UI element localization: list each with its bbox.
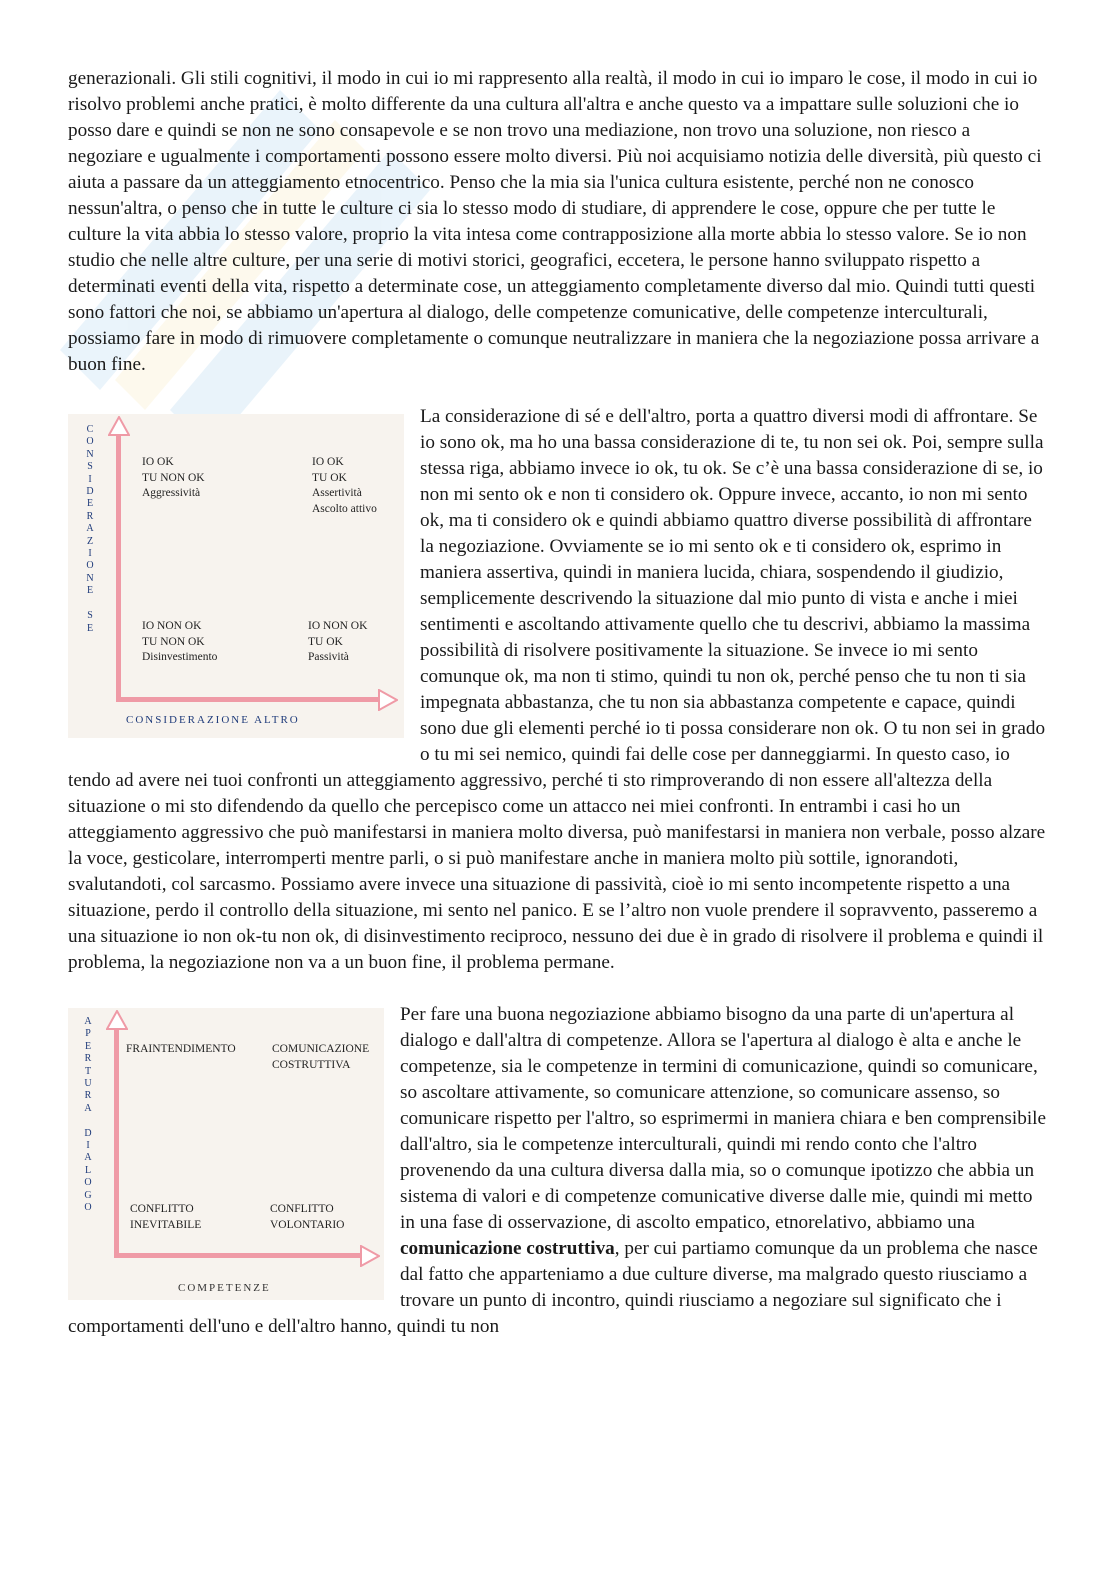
quadrant-comunicazione-costruttiva: COMUNICAZIONE COSTRUTTIVA bbox=[272, 1043, 370, 1071]
paragraph-competenze-text: Per fare una buona negoziazione abbiamo bisogno da una parte di un'apertura al dialogo e dall'altra di competenze. Allora se l'apertura al dialogo è alta e anche le competenze, sia le competenze in termini di comunicazione, quindi so comunicare, so ascoltare attivamente, so comunicare attenzione, so comunicare assenso, so comunicare rispetto per l'altro, so esprimermi in maniera chiara e ben comprensibile dall'altro, sia le competenze interculturali, quindi mi rendo conto che l'altro provenendo da una cultura diversa dalla mia, so o comunque ipotizzo che abbia un sistema di valori e di competenze comunicative diverse dalle mie, quindi mi metto in una fase di osservazione, di ascolto empatico, etnorelativo, abbiamo una bbox=[400, 1004, 1046, 1233]
y-axis-arrow bbox=[108, 416, 130, 436]
quadrant-conflitto-inevitabile: CONFLITTO INEVITABILE bbox=[130, 1203, 202, 1231]
quadrant-io-ok-tu-non-ok: IO OK TU NON OK Aggressività bbox=[142, 456, 205, 499]
y-axis-letter: D bbox=[84, 1127, 92, 1139]
y-axis-letter: N bbox=[86, 572, 94, 584]
y-axis-letter: G bbox=[84, 1189, 92, 1201]
y-axis-letter: E bbox=[86, 622, 94, 634]
quadrant-io-ok-tu-ok: IO OK TU OK Assertività Ascolto attivo bbox=[312, 456, 377, 515]
y-axis-letter: S bbox=[87, 610, 93, 622]
y-axis bbox=[114, 1026, 119, 1258]
paragraph-considerazione: La considerazione di sé e dell'altro, porta a quattro diversi modi di affrontare. Se io sono ok, ma ho una bassa considerazione di te, tu non sei ok. Poi, sempre sulla stessa riga, abbiamo invece io ok, tu ok. Se c’è una bassa considerazione di se, io non mi sento ok e non ti considero ok. Oppure invece, accanto, io non mi sento ok, ma ti considero ok e quindi abbiamo quattro diverse possibilità di affrontare la negoziazione. Ovviamente se io mi sento ok e ti considero ok, esprimo in maniera assertiva, quindi in maniera lucida, chiara, sospendendo il giudizio, semplicemente descrivendo la situazione dal mio punto di vista e anche i miei sentimenti e ascoltando attivamente quello che tu descrivi, abbiamo la massima possibilità di risolvere positivamente la situazione. Se invece io mi sento comunque ok, ma non ti stimo, quindi tu non ok, perché penso che tu non ti sia impegnata abbastanza, che tu non sia abbastanza competente e capace, quindi sono due gli elementi perché io ti possa considerare non ok. O tu non sei in grado o tu mi sei nemico, quindi fai delle cose per danneggiarmi. In questo caso, io tendo ad avere nei tuoi confronti un atteggiamento aggressivo, perché ti sto rimproverando di non essere all'altezza della situazione o mi sto difendendo da quello che percepisco come un attacco nei miei confronti. In entrambi i casi ho un atteggiamento aggressivo che può manifestarsi in maniera molto diversa, può manifestarsi in maniera non verbale, posso alzare la voce, gesticolare, interromperti mentre parli, o si può manifestare anche in maniera molto più sottile, ignorandoti, svalutandoti, col sarcasmo. Possiamo avere invece una situazione di passività, cioè io mi sento incompetente rispetto a una situazione, perdo il controllo della situazione, mi sento nel panico. E se l’altro non vuole prendere il sopravvento, passeremo a una situazione io non ok-tu non ok, di disinvestimento reciproco, nessuno dei due è in grado di risolvere il problema e quindi il problema, la negoziazione non va a un buon fine, il problema permane. bbox=[68, 406, 1046, 973]
y-axis-letter: S bbox=[87, 461, 93, 473]
x-axis bbox=[116, 697, 380, 702]
y-axis-letter: E bbox=[86, 498, 94, 510]
y-axis-letter: A bbox=[84, 1152, 92, 1164]
y-axis-letter: L bbox=[84, 1164, 92, 1176]
paragraph-intro: generazionali. Gli stili cognitivi, il modo in cui io mi rappresento alla realtà, il modo in cui io imparo le cose, il modo in cui io risolvo problemi anche pratici, è molto differente da una cultura all'altra e anche questo va a impattare sulle soluzioni che io posso dare e quindi se non ne sono consapevole e se non trovo una mediazione, non trovo una soluzione, non riesco a negoziare e ugualmente i comportamenti possono essere molto diversi. Più noi acquisiamo notizia delle diversità, più questo ci aiuta a passare da un atteggiamento etnocentrico. Penso che la mia sia l'unica cultura esistente, perché non ne conosco nessun'altra, o penso che in tutte le culture ci sia lo stesso modo di studiare, di apprendere le cose, oppure che per tutte le culture la vita abbia lo stesso valore, proprio la vita intesa come contrapposizione alla morte abbia lo stesso valore. Se io non studio che nelle altre culture, per una serie di motivi storici, geografici, eccetera, le persone hanno sviluppato rispetto a determinati eventi della vita, rispetto a determinate cose, un atteggiamento completamente diverso dal mio. Quindi tutti questi sono fattori che noi, se abbiamo un'apertura al dialogo, delle competenze comunicative, delle competenze interculturali, possiamo fare in modo di rimuovere completamente o comunque neutralizzare in maniera che la negoziazione possa arrivare a buon fine. bbox=[68, 68, 1042, 375]
quadrant-fraintendimento: FRAINTENDIMENTO bbox=[126, 1043, 236, 1055]
term-comunicazione-costruttiva: comunicazione costruttiva bbox=[400, 1238, 615, 1259]
y-axis-letter: O bbox=[86, 436, 94, 448]
x-axis-label: CONSIDERAZIONE ALTRO bbox=[126, 714, 300, 726]
x-axis-label: COMPETENZE bbox=[178, 1282, 271, 1294]
y-axis-letter: R bbox=[86, 510, 94, 522]
y-axis-letter: O bbox=[86, 560, 94, 572]
y-axis-letter: P bbox=[85, 1028, 91, 1040]
x-axis-arrow bbox=[378, 689, 398, 711]
y-axis-letter: A bbox=[86, 523, 94, 535]
quadrant-conflitto-volontario: CONFLITTO VOLONTARIO bbox=[270, 1203, 345, 1231]
y-axis-letter: D bbox=[86, 486, 94, 498]
x-axis bbox=[114, 1253, 362, 1258]
y-axis-letter: A bbox=[84, 1016, 92, 1027]
y-axis-label bbox=[78, 1016, 98, 1215]
y-axis-letter: I bbox=[88, 548, 92, 560]
y-axis-letter: R bbox=[84, 1053, 92, 1065]
y-axis-letter: I bbox=[88, 473, 92, 485]
diagram-considerazione bbox=[68, 414, 404, 738]
y-axis-letter: E bbox=[86, 585, 94, 597]
y-axis-letter: I bbox=[86, 1140, 90, 1152]
y-axis bbox=[116, 432, 121, 702]
y-axis-letter: E bbox=[84, 1040, 92, 1052]
y-axis-letter: Z bbox=[86, 535, 94, 547]
paragraph-competenze-text-end: , per cui partiamo comunque da un problema che nasce dal fatto che apparteniamo a due culture diverse, ma malgrado questo riusciamo a trovare un punto di incontro, quindi riusciamo a negoziare sul significato che i comportamenti dell'uno e dell'altro hanno, quindi tu non bbox=[68, 1238, 1038, 1337]
y-axis-letter: T bbox=[84, 1065, 92, 1077]
document-body bbox=[68, 66, 1048, 1340]
y-axis-letter bbox=[78, 1115, 98, 1127]
y-axis-label bbox=[80, 424, 100, 635]
y-axis-letter bbox=[80, 598, 100, 610]
y-axis-letter: R bbox=[84, 1090, 92, 1102]
y-axis-letter: N bbox=[86, 448, 94, 460]
y-axis-letter: A bbox=[84, 1102, 92, 1114]
y-axis-letter: U bbox=[84, 1078, 92, 1090]
y-axis-arrow bbox=[106, 1010, 128, 1030]
x-axis-arrow bbox=[360, 1245, 380, 1267]
y-axis-letter: C bbox=[86, 424, 94, 435]
y-axis-letter: O bbox=[84, 1202, 92, 1214]
quadrant-io-non-ok-tu-ok: IO NON OK TU OK Passività bbox=[308, 620, 368, 663]
diagram-apertura-dialogo bbox=[68, 1008, 384, 1300]
quadrant-io-non-ok-tu-non-ok: IO NON OK TU NON OK Disinvestimento bbox=[142, 620, 218, 663]
y-axis-letter: O bbox=[84, 1177, 92, 1189]
